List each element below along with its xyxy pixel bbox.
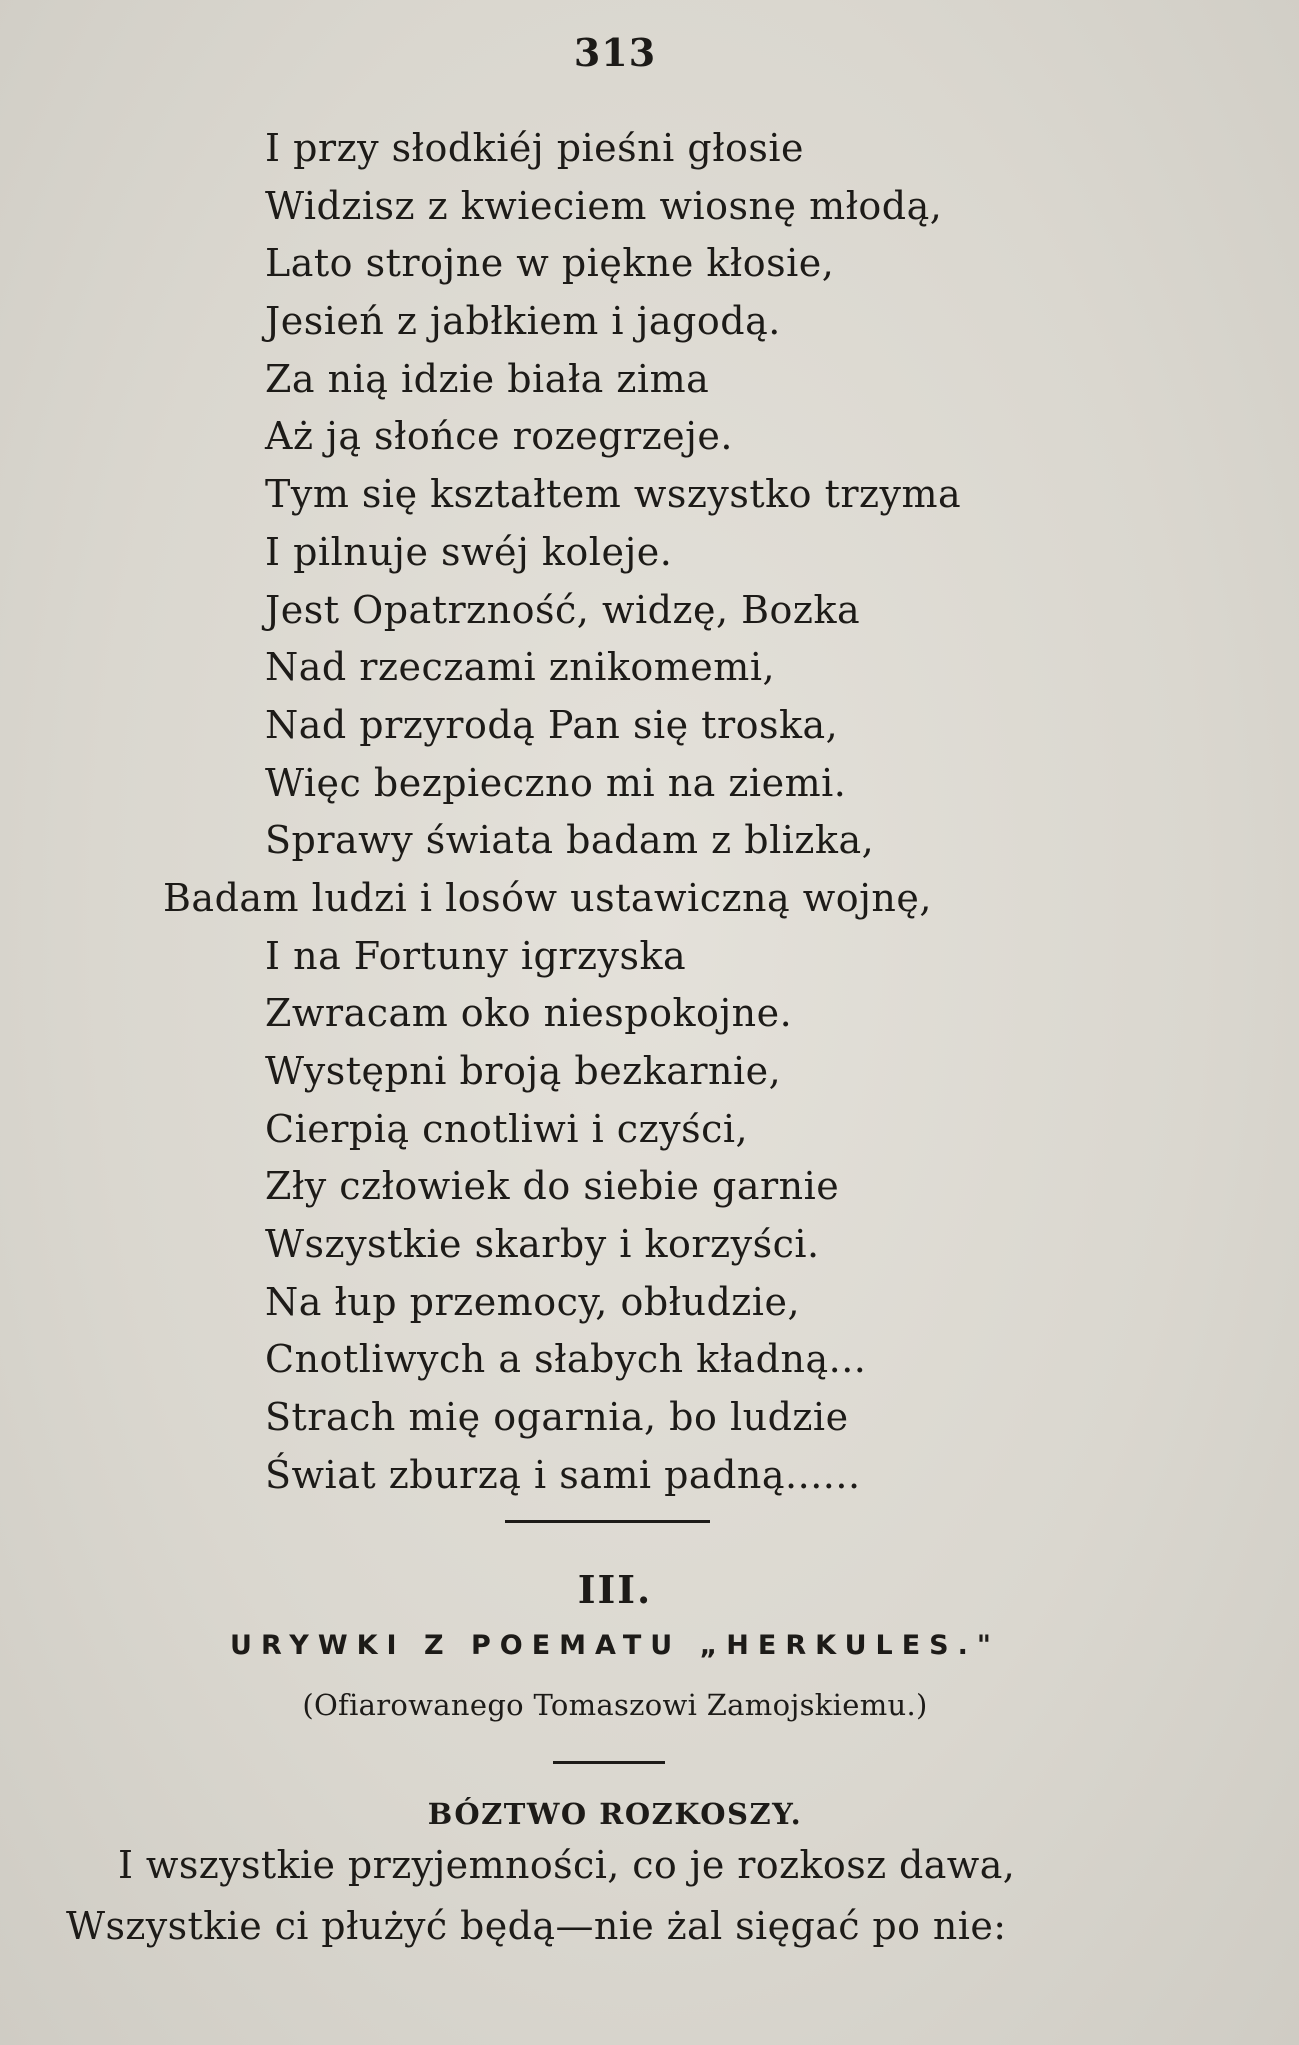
poem-line: Nad przyrodą Pan się troska, <box>265 702 839 747</box>
poem-line: Występni broją bezkarnie, <box>265 1049 782 1093</box>
poem-line: Lato strojne w piękne kłosie, <box>265 241 835 286</box>
poem-line: Badam ludzi i losów ustawiczną wojnę, <box>163 875 932 920</box>
poem-line: Zły człowiek do siebie garnie <box>265 1164 840 1209</box>
poem-line: Strach mię ogarnia, bo ludzie <box>265 1395 849 1440</box>
dedication: (Ofiarowanego Tomaszowi Zamojskiemu.) <box>302 1688 928 1722</box>
poem-line: Więc bezpieczno mi na ziemi. <box>265 760 847 805</box>
poem-line: Sprawy świata badam z blizka, <box>265 818 875 863</box>
poem-line: I na Fortuny igrzyska <box>265 933 687 978</box>
verse-line: I wszystkie przyjemności, co je rozkosz dawa, <box>118 1843 1016 1887</box>
poem-line: I przy słodkiéj pieśni głosie <box>265 126 805 170</box>
poem-line: Na łup przemocy, obłudzie, <box>265 1279 801 1324</box>
subsection-divider <box>553 1761 665 1764</box>
poem-line: Za nią idzie biała zima <box>265 356 710 401</box>
verse-line: Wszystkie ci płużyć będą—nie żal sięgać po nie: <box>66 1904 1007 1948</box>
poem-line: Jest Opatrzność, widzę, Bozka <box>265 587 861 632</box>
poem-line: Widzisz z kwieciem wiosnę młodą, <box>265 183 943 228</box>
poem-line: Cierpią cnotliwi i czyści, <box>265 1106 749 1151</box>
poem-line: Tym się kształtem wszystko trzyma <box>265 472 962 517</box>
section-number: III. <box>577 1567 653 1612</box>
poem-line: Nad rzeczami znikomemi, <box>265 645 776 690</box>
poem-line: Cnotliwych a słabych kładną... <box>265 1337 867 1382</box>
poem <box>163 120 962 1505</box>
section-divider <box>505 1520 710 1523</box>
poem-line: Zwracam oko niespokojne. <box>265 991 793 1036</box>
poem-line: Świat zburzą i sami padną...... <box>265 1452 861 1497</box>
poem-line: Jesień z jabłkiem i jagodą. <box>265 299 781 344</box>
poem-line: I pilnuje swéj koleje. <box>265 529 673 574</box>
poem-line: Aż ją słońce rozegrzeje. <box>265 414 733 459</box>
subheading: BÓZTWO ROZKOSZY. <box>427 1797 803 1831</box>
page-number: 313 <box>573 30 657 75</box>
poem-line: Wszystkie skarby i korzyści. <box>265 1222 820 1267</box>
section-title: URYWKI Z POEMATU „HERKULES." <box>230 1630 1000 1661</box>
